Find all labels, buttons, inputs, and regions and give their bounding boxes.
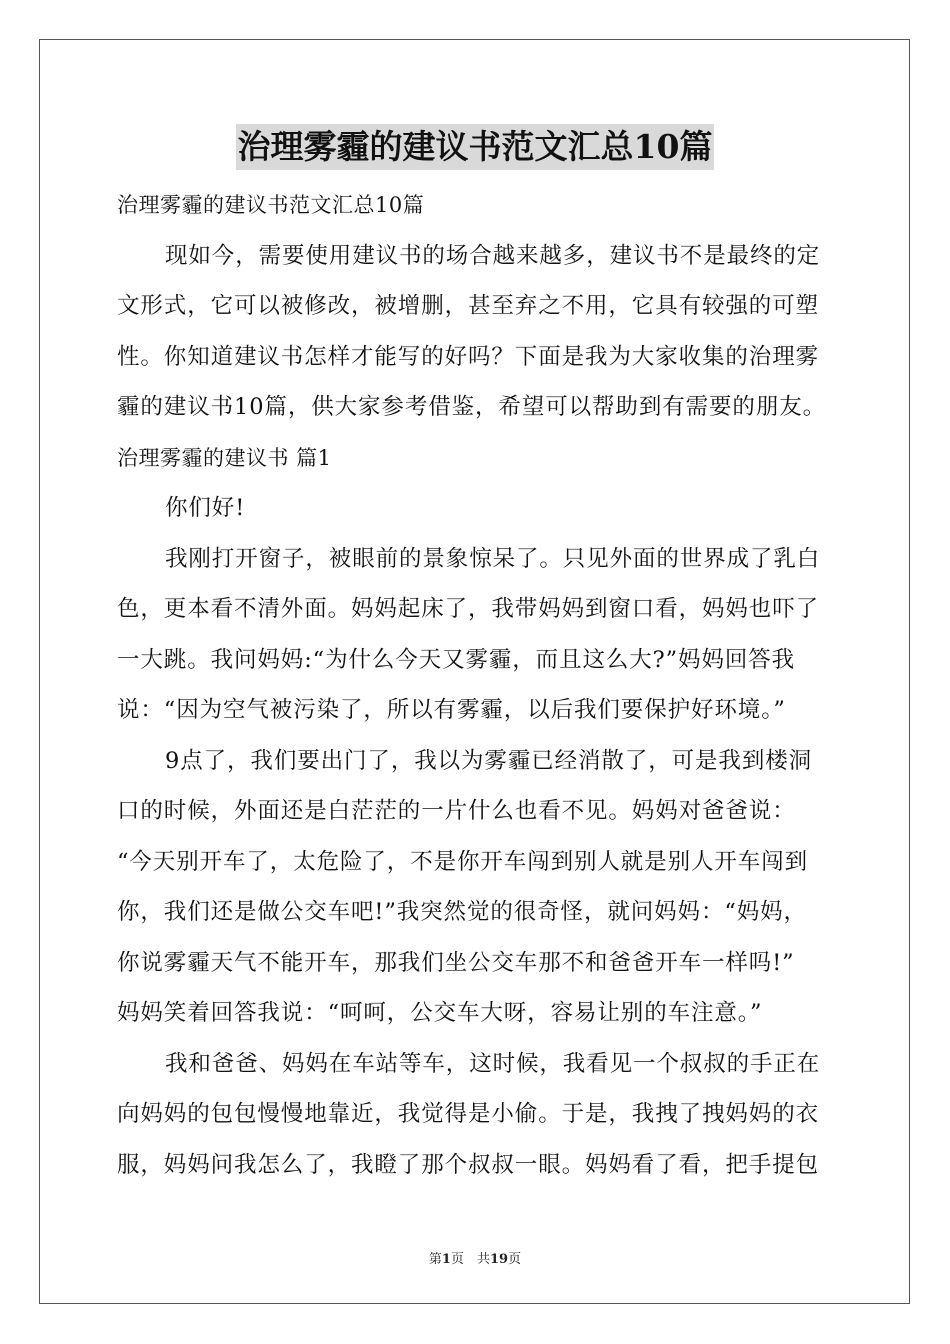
body-text-line: 你说雾霾天气不能开车，那我们坐公交车那不和爸爸开车一样吗!” [117, 949, 795, 976]
footer-total-pages: 19 [489, 1252, 509, 1267]
body-text-line: 说：“因为空气被污染了，所以有雾霾，以后我们要保护好环境。” [117, 697, 786, 723]
footer-current-page: 1 [441, 1252, 451, 1267]
body-text-line: 你，我们还是做公交车吧!”我突然觉的很奇怪，就问妈妈：“妈妈， [117, 899, 807, 925]
body-text-line: 霾的建议书10篇，供大家参考借鉴，希望可以帮助到有需要的朋友。 [117, 394, 827, 420]
body-text-line: 向妈妈的包包慢慢地靠近，我觉得是小偷。于是，我拽了拽妈妈的衣 [117, 1101, 820, 1127]
document-body [117, 180, 835, 1190]
section-heading-line: 治理雾霾的建议书范文汇总10篇 [117, 193, 425, 217]
document-title: 治理雾霾的建议书范文汇总10篇 [236, 124, 715, 170]
body-text-line: 你们好! [165, 495, 246, 521]
body-text-line: 我和爸爸、妈妈在车站等车，这时候，我看见一个叔叔的手正在 [165, 1050, 821, 1077]
footer-suffix: 页 [508, 1252, 522, 1267]
footer-mid: 页 共 [450, 1252, 490, 1267]
body-text-line: “今天别开车了，太危险了，不是你开车闯到别人就是别人开车闯到 [117, 848, 809, 875]
body-text-line: 现如今，需要使用建议书的场合越来越多，建议书不是最终的定 [165, 242, 821, 269]
title-container [0, 124, 950, 170]
page-footer [0, 1248, 950, 1267]
body-text-line: 服，妈妈问我怎么了，我瞪了那个叔叔一眼。妈妈看了看，把手提包 [117, 1151, 820, 1178]
body-text-line: 文形式，它可以被修改，被增删，甚至弃之不用，它具有较强的可塑 [117, 293, 820, 319]
body-text-line: 色，更本看不清外面。妈妈起床了，我带妈妈到窗口看，妈妈也吓了 [117, 596, 820, 622]
body-text-line: 9点了，我们要出门了，我以为雾霾已经消散了，可是我到楼洞 [165, 747, 813, 774]
footer-prefix: 第 [428, 1252, 442, 1267]
body-text-line: 妈妈笑着回答我说：“呵呵，公交车大呀，容易让别的车注意。” [117, 1000, 763, 1026]
body-text-line: 口的时候，外面还是白茫茫的一片什么也看不见。妈妈对爸爸说： [117, 798, 796, 824]
body-text-line: 一大跳。我问妈妈:“为什么今天又雾霾，而且这么大?”妈妈回答我 [117, 646, 796, 673]
body-text-line: 我刚打开窗子，被眼前的景象惊呆了。只见外面的世界成了乳白 [165, 545, 821, 572]
body-text-line: 性。你知道建议书怎样才能写的好吗？下面是我为大家收集的治理雾 [117, 343, 820, 370]
section-heading-line: 治理雾霾的建议书 篇1 [117, 445, 332, 470]
